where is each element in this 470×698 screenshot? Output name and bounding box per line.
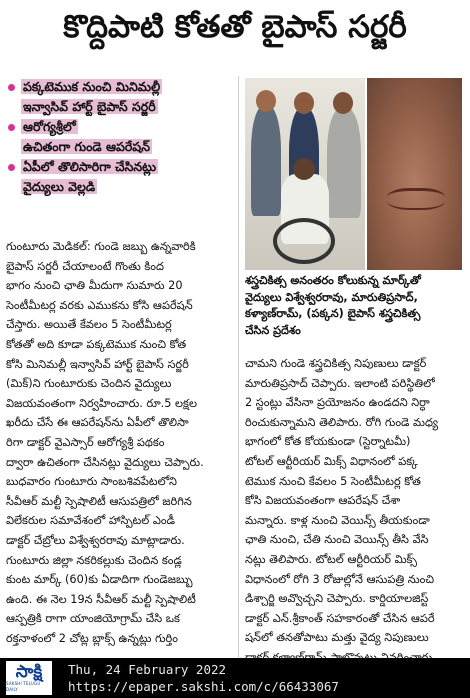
body-line: చామని గుండె శస్త్రచికిత్స నిపుణులు డాక్టర్ (245, 357, 427, 370)
body-line: విజయవంతంగా నిర్వహించారు. రూ.5 లక్షల (6, 396, 197, 410)
photo-caption (245, 273, 463, 343)
body-line: ఉంది. ఈ నెల 19న సీవీఆర్ మల్టీ స్పెషాలిటీ (6, 592, 196, 606)
highlight-line: ఆరోగ్యశ్రీలో (23, 119, 76, 134)
body-line: ఆస్పత్రికి రాగా యాంజియోగ్రామ్ చేసి ఒక (6, 612, 180, 626)
body-line: ద్వారా ఉచితంగా చేసినట్లు వైద్యులు చెప్పారు. (6, 455, 204, 469)
body-line: 2 స్టంట్లు వేసినా ప్రయోజనం ఉండదని నిర్ధా (245, 396, 430, 410)
highlight-line: పక్కటెముక నుంచి మినిమల్లీ (23, 79, 161, 94)
body-line: రించుకున్నామని తెలిపారు. రోగి గుండె మధ్య (245, 415, 439, 429)
body-line: డాక్టర్ చేబ్రోలు విశ్వేశ్వరరావు మాట్లాడారు. (6, 533, 185, 547)
body-line: రక్తనాళంలో 2 చోట్ల బ్లాక్స్ ఉన్నట్లు గుర్తిం (6, 631, 178, 645)
body-line: చేస్తారు. అయితే కేవలం 5 సెంటీమీటర్ల (6, 318, 172, 332)
body-line: కోసి మినిమల్లీ ఇన్వాసివ్ హార్ట్ బైపాస్ సర్జరీ (6, 357, 189, 371)
body-line: కోతతో అది కూడా పక్కటెముక నుంచి కోత (6, 337, 187, 351)
edition-date: Thu, 24 February 2022 (68, 662, 227, 677)
highlight-line: ఉచితంగా గుండె ఆపరేషన్ (23, 139, 150, 154)
body-line: మన్నారు. కాళ్ల నుంచి వెయిన్స్ తీయకుండా (245, 513, 430, 527)
body-line: కోసి విజయవంతంగా ఆపరేషన్ చేశా (245, 494, 401, 508)
column-divider (238, 76, 239, 658)
body-line: భాగం నుంచి ఛాతి మీదుగా సుమారు 20 (6, 279, 183, 293)
headline: కొద్దిపాటి కోతతో బైపాస్ సర్జరీ (63, 9, 407, 45)
body-line: విలేకరుల సమావేశంలో హాస్పిటల్ ఎండీ (6, 514, 175, 528)
highlight-line: ఏపీలో తొలిసారిగా చేసినట్లు (23, 159, 157, 174)
highlight-line: వైద్యులు వెల్లడి (23, 179, 96, 194)
body-line: టెముక నుంచి కేవలం 5 సెంటీమీటర్ల కోత (245, 474, 421, 488)
incision-scar (387, 188, 445, 210)
body-line: సెంటీమీటర్ల వరకు ఎముకను కోసి ఆపరేషన్ (6, 298, 193, 312)
highlight-item (8, 77, 233, 117)
body-line: విధానంలో రోగి 3 రోజుల్లోనే ఆసుపత్రి నుంచి (245, 572, 435, 586)
body-line: గుంటూరు మెడికల్: గుండె జబ్బు ఉన్నవారికి (6, 240, 196, 253)
highlight-item (8, 157, 233, 197)
wheelchair-icon (273, 218, 335, 264)
surgery-site-photo (367, 78, 462, 270)
caption-line: కళ్యాణ్‌రామ్, (పక్కన) బైపాస్ శస్త్రచికిత్స (245, 307, 421, 321)
caption-line: శస్త్రచికిత్స అనంతరం కోలుకున్న మార్క్‌తో (245, 274, 421, 287)
highlight-item (8, 117, 233, 157)
body-line: బుధవారం గుంటూరు సాంబశివపేటలోని (6, 475, 177, 489)
body-line: ఖరీదు చేసే ఈ ఆపరేషన్‌ను ఏపీలో తొలిసా (6, 416, 189, 430)
body-line: మారుతిప్రసాద్ చెప్పారు. ఇలాంటి పరిస్థితిలో (245, 376, 435, 390)
body-line: కుంట మార్క్ (60)కు ఏడాదిగా గుండెజబ్బు (6, 573, 193, 587)
epaper-link[interactable]: https://epaper.sakshi.com/c/66433067 (68, 679, 339, 694)
footer-bar (0, 658, 470, 698)
article-body-left (6, 237, 232, 657)
body-line: టోటల్ ఆర్టీరియర్ మిక్స్ విధానంలో పక్క (245, 454, 418, 468)
bullet-dot-icon (8, 84, 15, 91)
sakshi-logo (6, 661, 52, 695)
bullet-dot-icon (8, 164, 15, 171)
body-line: సీవీఆర్ మల్టీ స్పెషాలిటీ ఆసుపత్రిలో జరిగిన (6, 494, 192, 508)
article-body-right (245, 354, 463, 659)
body-line: షన్‌లో తనతోపాటు మత్తు వైద్య నిపుణులు (245, 631, 429, 645)
body-line: బైపాస్ సర్జరీ చేయాలంటే గొంతు కింద (6, 259, 165, 273)
logo-tagline: SAKSHI TELUGU DAILY (6, 681, 41, 692)
news-photo (245, 78, 462, 270)
body-line: ఛాతి నుంచి, చేతి నుంచి వెయిన్స్ తీసి వేసి (245, 533, 429, 547)
body-line: డాక్టర్ ఎన్.శ్రీకాంత్ సహకారంతో చేసిన ఆపరే (245, 611, 435, 625)
body-line: భాగంలో కోత కోయకుండా (స్టెర్నాటమీ) (245, 435, 411, 449)
body-line: గుంటూరు జిల్లా నకరికల్లుకు చెందిన కండ్ల (6, 553, 182, 567)
body-line: డిశ్చార్జి అవ్వొచ్చని చెప్పారు. కార్డియాలజిస్ట్ (245, 592, 429, 606)
bullet-dot-icon (8, 124, 15, 131)
footer-info (68, 661, 339, 695)
body-line: రిగా డాక్టర్ వైఎస్సార్ ఆరోగ్యశ్రీ పథకం (6, 435, 165, 449)
logo-wordmark: సాక్షి (15, 662, 43, 682)
highlight-line: ఇన్వాసివ్ హార్ట్ బైపాస్ సర్జరీ (23, 99, 156, 114)
caption-line: వైద్యులు విశ్వేశ్వరరావు, మారుతిప్రసాద్, (245, 290, 418, 304)
body-line: నట్లు తెలిపారు. టోటల్ ఆర్టీరియర్ మిక్స్ (245, 552, 418, 566)
body-line: (మిక్)ని గుంటూరుకు చెందిన వైద్యులు (6, 377, 172, 391)
highlights-box (8, 77, 233, 227)
caption-line: చేసిన ప్రదేశం (245, 323, 301, 337)
